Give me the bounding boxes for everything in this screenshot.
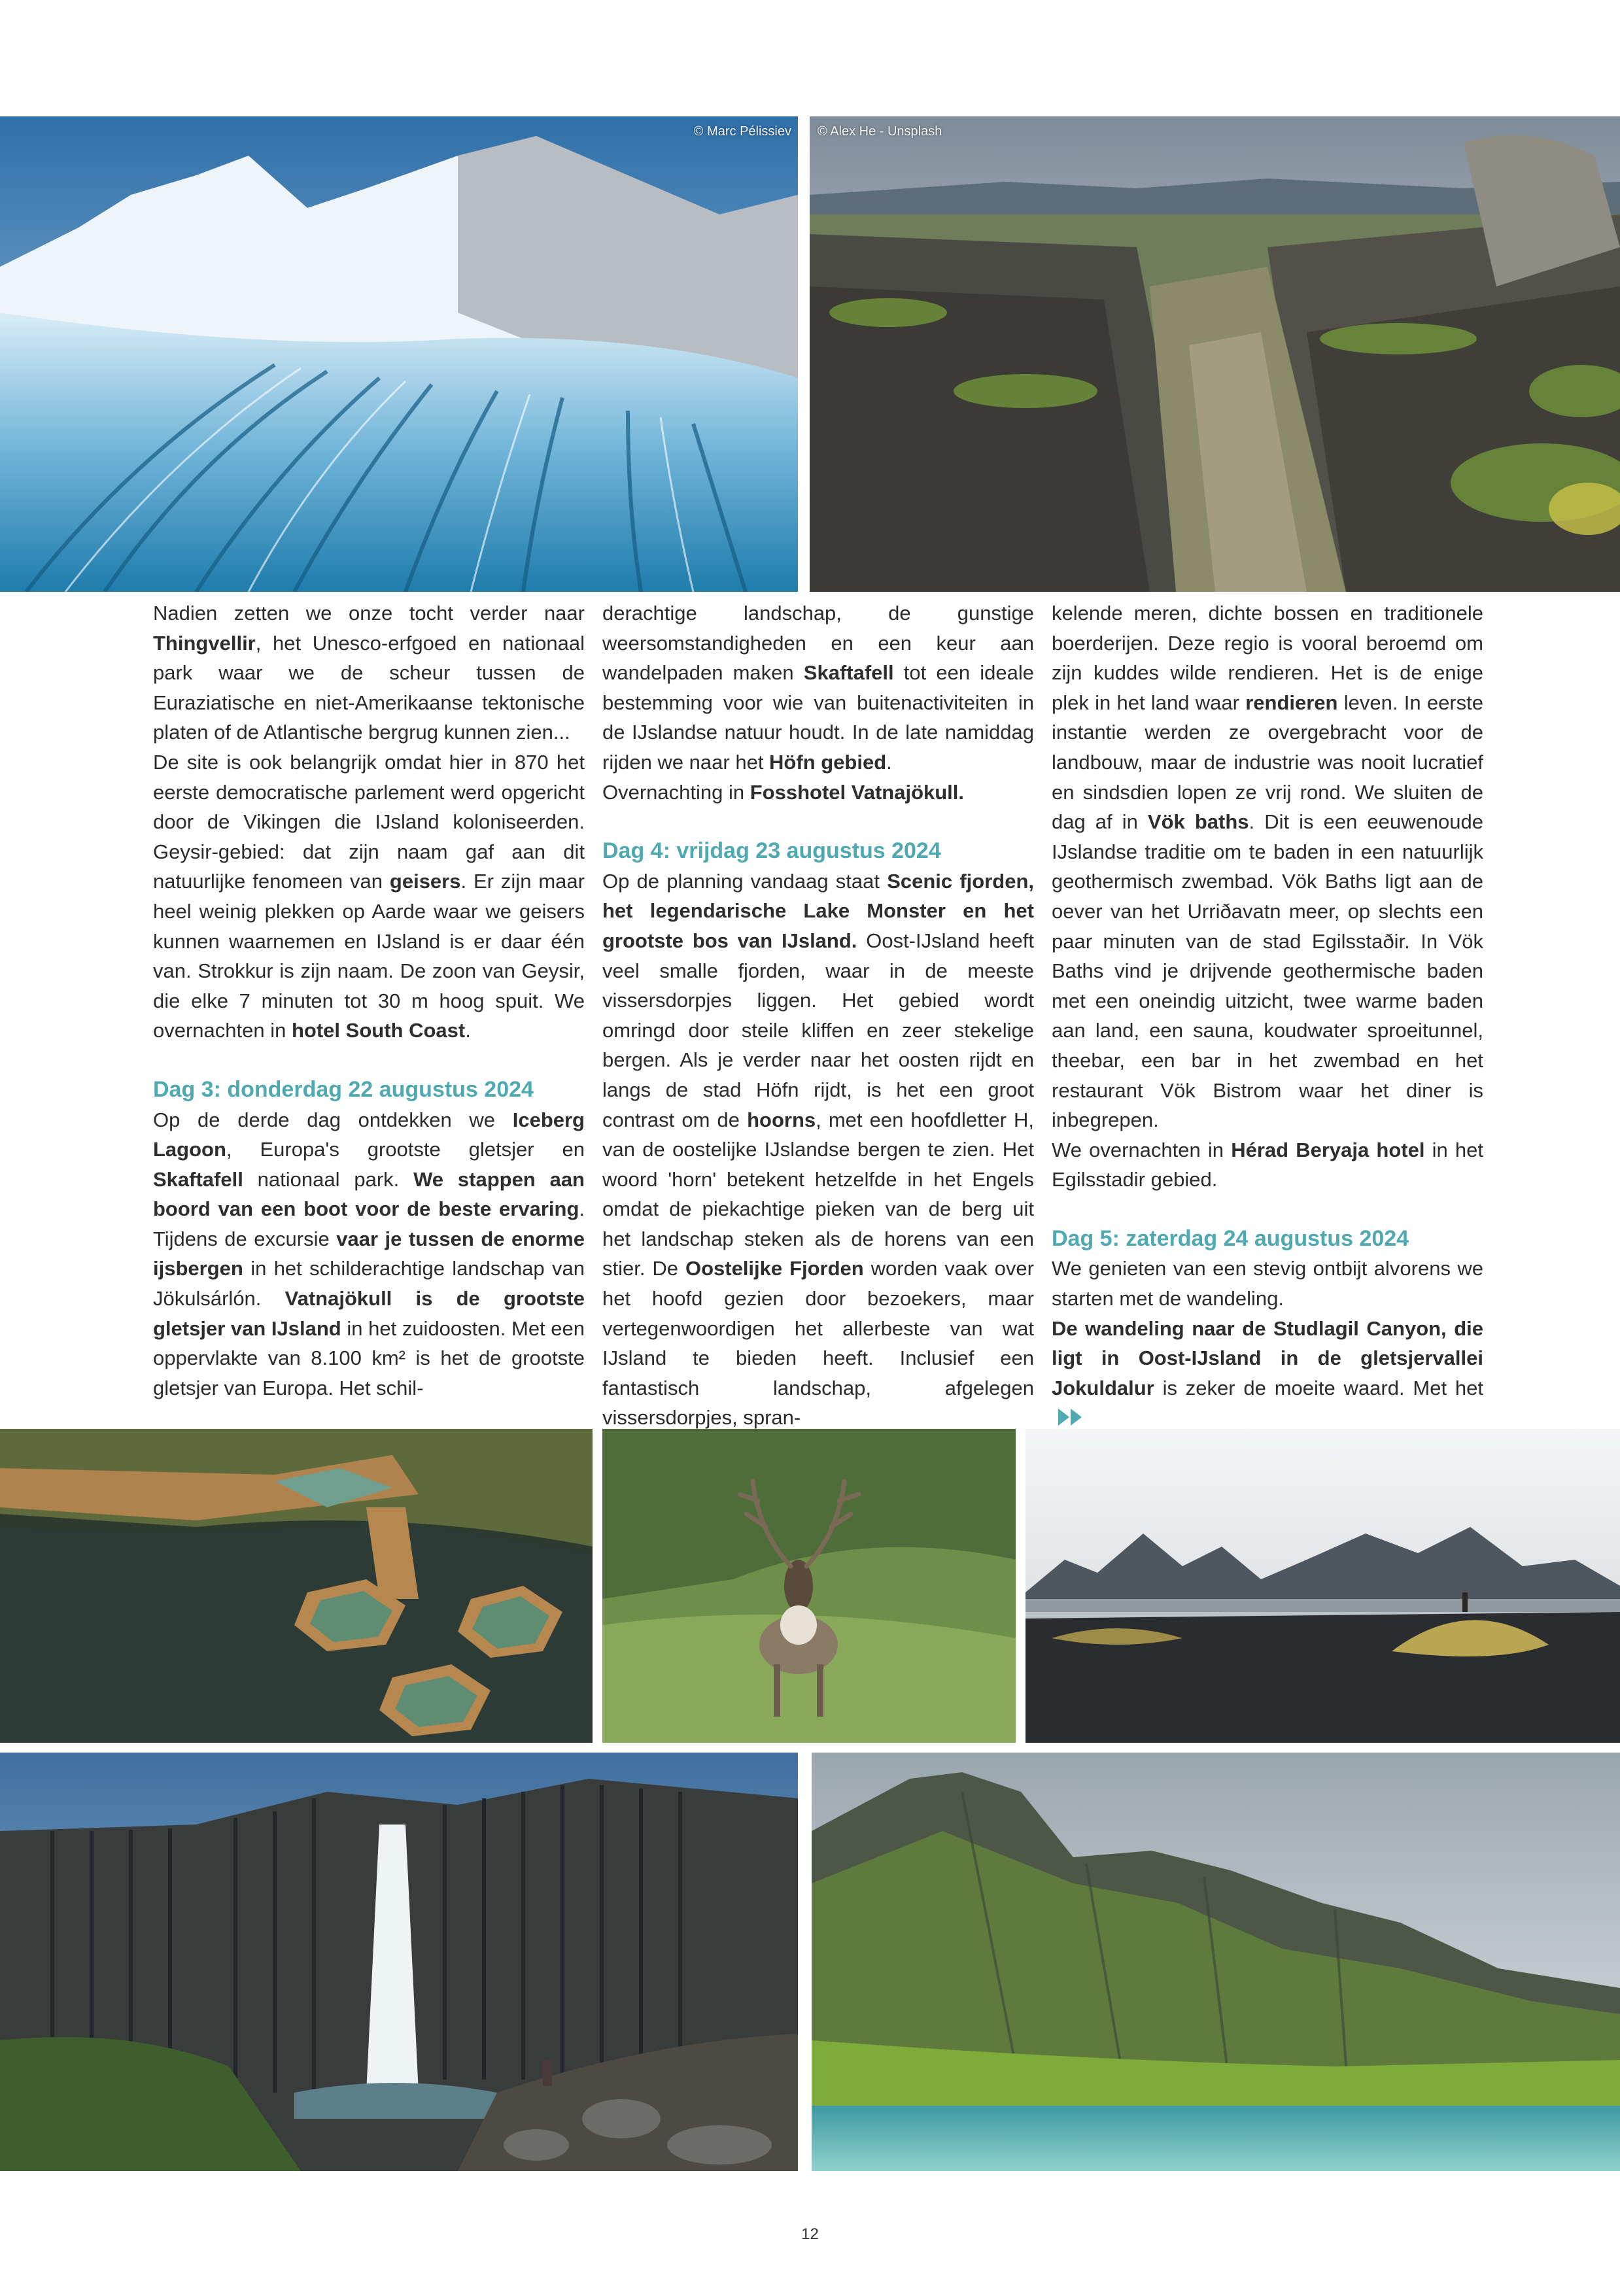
text-column-1 — [153, 598, 585, 1403]
paragraph: Overnachting in Fosshotel Vatnajökull. — [602, 780, 965, 804]
page-number: 12 — [801, 2225, 819, 2243]
photo-east-fjords-mountain — [812, 1753, 1620, 2171]
paragraph: Nadien zetten we onze tocht verder naar Thingvellir, het Unesco-erfgoed en nationaal park waar we de scheur tussen de Euraziatische en niet-Amerikaanse tektonische platen of de Atlantische bergrug kunnen zien... — [153, 602, 585, 744]
day-heading: Dag 4: vrijdag 23 augustus 2024 — [602, 838, 941, 864]
photo-credit: © Alex He - Unsplash — [818, 124, 942, 139]
paragraph: kelende meren, dichte bossen en traditionele boerderijen. Deze regio is vooral beroemd om zijn kuddes wilde rendieren. Het is de enige plek in het land waar rendieren leven. In eerste instantie werden ze overgebracht voor de landbouw, maar de industrie was nooit lucratief en sindsdien lopen ze vrij rond. We sluiten de dag af in Vök baths. Dit is een eeuwenoude IJslandse traditie om te baden in een natuurlijk geothermisch zwembad. Vök Baths ligt aan de oever van het Urriðavatn meer, op slechts een paar minuten van de stad Egilsstaðir. In Vök Baths vind je drijvende geothermische baden met een oneindig uitzicht, twee warme baden aan land, een sauna, koudwater sproeitunnel, theebar, een bar in het zwembad en het restaurant Vök Bistrom waar het diner is inbegrepen. — [1052, 602, 1483, 1132]
photo-black-sand-dunes — [1025, 1429, 1620, 1743]
day-heading: Dag 3: donderdag 22 augustus 2024 — [153, 1076, 534, 1102]
day-heading: Dag 5: zaterdag 24 augustus 2024 — [1052, 1225, 1409, 1251]
photo-glacier — [0, 116, 798, 592]
paragraph: We overnachten in Hérad Beryaja hotel in het Egilsstadir gebied. — [1052, 1138, 1484, 1191]
photo-credit: © Marc Pélissiev — [693, 124, 791, 139]
paragraph: We genieten van een stevig ontbijt alvorens we starten met de wandeling. — [1052, 1257, 1483, 1311]
paragraph: Op de derde dag ontdekken we Iceberg Lagoon, Europa's grootste gletsjer en Skaftafell nationaal park. We stappen aan boord van een boot voor de beste ervaring. Tijdens de excursie vaar je tussen de enorme ijsbergen in het schilderachtige landschap van Jökulsárlón. Vatnajökull is de grootste gletsjer van IJsland in het zuidoosten. Met een oppervlakte van 8.100 km² is het de grootste gletsjer van Europa. Het schil- — [153, 1108, 585, 1399]
paragraph: De wandeling naar de Studlagil Canyon, die ligt in Oost-IJsland in de gletsjervallei Jokuldalur is zeker de moeite waard. Met het — [1052, 1314, 1483, 1434]
text-column-2 — [602, 598, 1034, 1433]
photo-thingvellir-rift — [810, 116, 1620, 592]
text-column-3 — [1052, 598, 1483, 1434]
paragraph: Op de planning vandaag staat Scenic fjorden, het legendarische Lake Monster en het grootste bos van IJsland. Oost-IJsland heeft veel smalle fjorden, waar in de meeste vissersdorpjes liggen. Het gebied wordt omringd door steile kliffen en zeer stekelige bergen. Als je verder naar het oosten rijdt en langs de stad Höfn rijdt, is het een groot contrast om de hoorns, met een hoofdletter H, van de oostelijke IJslandse bergen te zien. Het woord 'horn' betekent hetzelfde in het Engels omdat de piekachtige pieken van de berg uit het landschap steken als de horens van een stier. De Oostelijke Fjorden worden vaak over het hoofd gezien door bezoekers, maar vertegenwoordigen het allerbeste van wat IJsland te bieden heeft. Inclusief een fantastisch landschap, afgelegen vissersdorpjes, spran- — [602, 869, 1034, 1430]
paragraph: De site is ook belangrijk omdat hier in 870 het eerste democratische parlement werd opgericht door de Vikingen die IJsland koloniseerden. Geysir-gebied: dat zijn naam gaf aan dit natuurlijke fenomeen van geisers. Er zijn maar heel weinig plekken op Aarde waar we geisers kunnen waarnemen en IJsland is er daar één van. Strokkur is zijn naam. De zoon van Geysir, die elke 7 minuten tot 30 m hoog spuit. We overnachten in hotel South Coast. — [153, 750, 585, 1042]
paragraph: derachtige landschap, de gunstige weersomstandigheden en een keur aan wandelpaden maken Skaftafell tot een ideale bestemming voor wie van buitenactiviteiten in de IJslandse natuur houdt. In de late namiddag rijden we naar het Höfn gebied. — [602, 602, 1034, 774]
photo-svartifoss-waterfall — [0, 1753, 798, 2171]
photo-vok-baths — [0, 1429, 593, 1743]
photo-reindeer — [602, 1429, 1016, 1743]
